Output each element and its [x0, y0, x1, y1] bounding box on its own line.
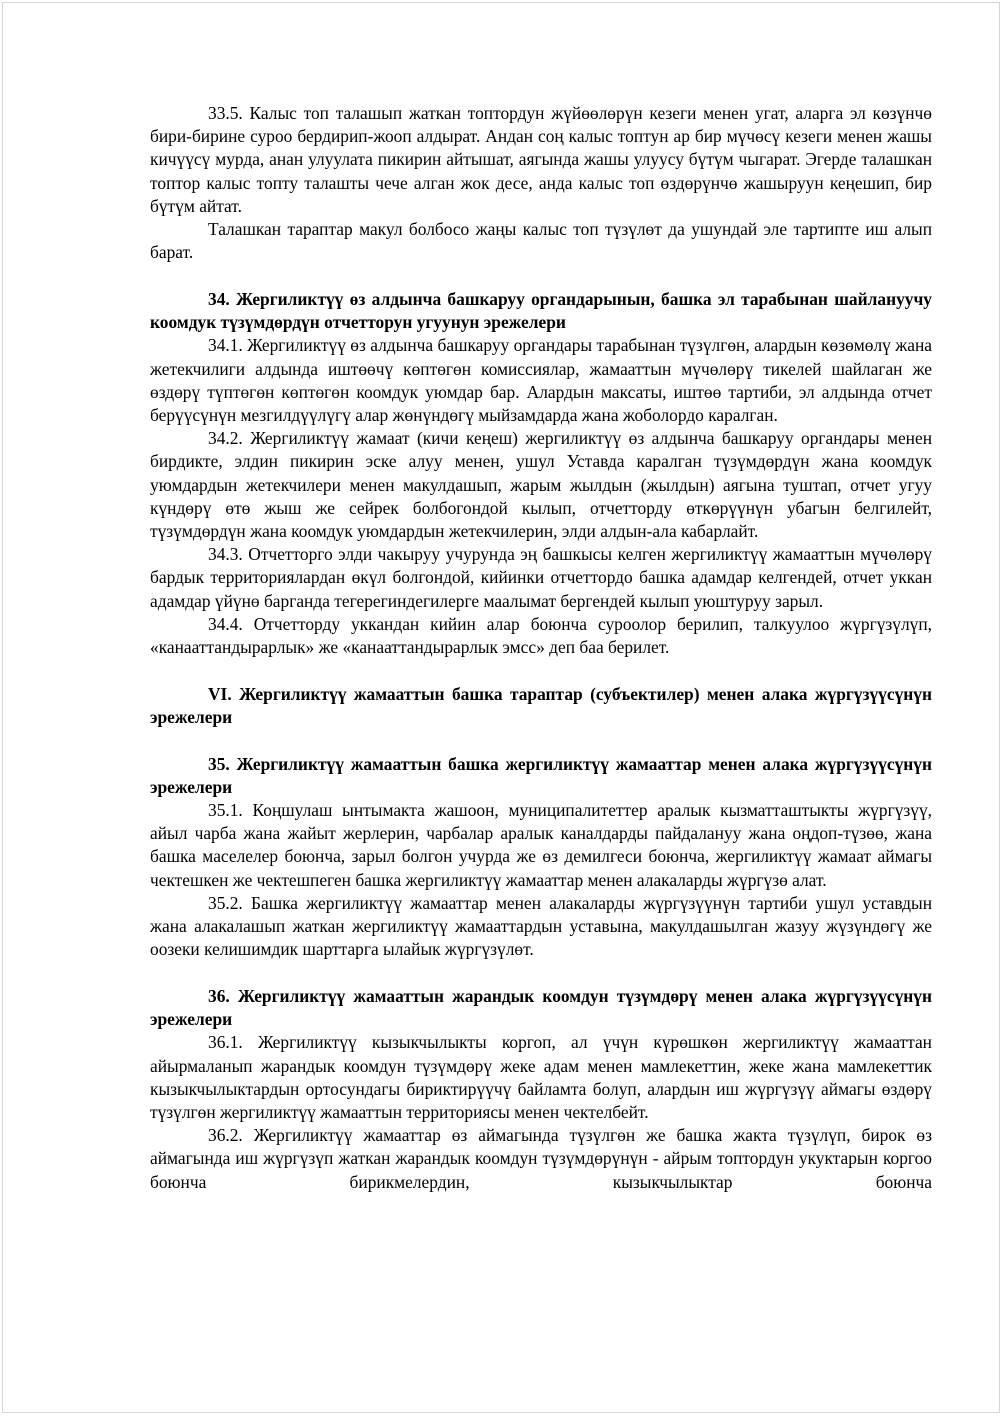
heading-chapter-6: VI. Жергиликтүү жамааттын башка тараптар (субъектилер) менен алака жүргүзүүсүнүн эрежелери [150, 683, 932, 727]
document-body [150, 102, 932, 1194]
heading-section-36: 36. Жергиликтүү жамааттын жарандык коомдун түзүмдөрү менен алака жүргүзүүсүнүн эрежелери [150, 985, 932, 1030]
paragraph-34-3: 34.3. Отчетторго элди чакыруу учурунда эң башкысы келген жергиликтүү жамааттын мүчөлөрү бардык территориялардан өкүл болгондой, кийинки отчеттордо башка адамдар келгендей, отчет уккан адамдар үйүнө барганда тегерегиндегилерге маалымат бергендей кылып уюштуруу зарыл. [150, 544, 932, 611]
paragraph-34-4: 34.4. Отчетторду уккандан кийин алар боюнча суроолор берилип, талкуулоо жүргүзүлүп, «канааттандырарлык» же «канааттандырарлык эмсс» деп баа берилет. [150, 613, 932, 657]
heading-section-35: 35. Жергиликтүү жамааттын башка жергиликтүү жамааттар менен алака жүргүзүүсүнүн эрежелери [150, 753, 932, 797]
paragraph-36-2: 36.2. Жергиликтүү жамааттар өз аймагында түзүлгөн же башка жакта түзүлүп, бирок өз аймагында иш жүргүзүп жаткан жарандык коомдун түзүмдөрүнүн - айрым топтордун укуктарын коргоо боюнча бирикмелердин, кызыкчылыктар боюнча [150, 1125, 932, 1192]
paragraph-35-2: 35.2. Башка жергиликтүү жамааттар менен алакаларды жүргүзүүнүн тартиби ушул уставдын жана алакалашып жаткан жергиликтүү жамааттардын уставына, макулдашылган жазуу жүзүндөгү же оозеки келишимдик шарттарга ылайык жүргүзүлөт. [150, 892, 932, 960]
section-spacer [150, 961, 932, 985]
paragraph-33-5-continuation: Талашкан тараптар макул болбосо жаңы калыс топ түзүлөт да ушундай эле тартипте иш алып барат. [150, 219, 932, 263]
section-spacer [150, 659, 932, 683]
paragraph-33-5: 33.5. Калыс топ талашып жаткан топтордун жүйөөлөрүн кезеги менен угат, аларга эл көзүнчө бири-бирине суроо бердирип-жооп алдырат. Андан соң калыс топтун ар бир мүчөсү кезеги менен жашы кичүүсү мурда, анан улуулата пикирин айтышат, аягында жашы улуусу бүтүм чыгарат. Эгерде талашкан топтор калыс топту талашты чече алган жок десе, анда калыс топ өздөрүнчө жашыруун кеңешип, бир бүтүм айтат. [150, 103, 932, 216]
section-spacer [150, 729, 932, 753]
heading-section-34: 34. Жергиликтүү өз алдынча башкаруу органдарынын, башка эл тарабынан шайлануучу коомдук түзүмдөрдүн отчетторун угуунун эрежелери [150, 288, 932, 333]
paragraph-34-1: 34.1. Жергиликтүү өз алдынча башкаруу органдары тарабынан түзүлгөн, алардын көзөмөлү жана жетекчилиги алдында иштөөчү көптөгөн комиссиялар, жамааттын мүчөлөрү тикелей шайлаган же өздөрү түптөгөн көптөгөн коомдук уюмдар бар. Алардын максаты, иштөө тартиби, эл алдында отчет берүүсүнүн мезгилдүүлүгү алар жөнүндөгү мыйзамдарда жана жоболордо каралган. [150, 335, 932, 425]
paragraph-36-1: 36.1. Жергиликтүү кызыкчылыкты коргоп, ал үчүн күрөшкөн жергиликтүү жамааттан айырмаланып жарандык коомдун түзүмдөрү жеке адам менен мамлекеттин, жеке жана мамлекеттик кызыкчылыктардын ортосундагы бириктирүүчү байламта болуп, алардын иш жүргүзүү аймагы өздөрү түзүлгөн жергиликтүү жамааттын территориясы менен чектелбейт. [150, 1032, 932, 1122]
paragraph-34-2: 34.2. Жергиликтүү жамаат (кичи кеңеш) жергиликтүү өз алдынча башкаруу органдары менен бирдикте, элдин пикирин эске алуу менен, ушул Уставда каралган түзүмдөрдүн жана коомдук уюмдардын жетекчилери менен макулдашып, жарым жылдын (жылдын) аягына туштап, отчет угуу күндөрү өтө жыш же сейрек болбогондой кылып, отчетторду өткөрүүнүн убагын белгилейт, түзүмдөрдүн жана коомдук уюмдардын жетекчилерин, элди алдын-ала кабарлайт. [150, 428, 932, 541]
paragraph-35-1: 35.1. Коңшулаш ынтымакта жашоон, муниципалитеттер аралык кызматташтыкты жүргүзүү, айыл чарба жана жайыт жерлерин, чарбалар аралык каналдарды пайдалануу жана оңдоп-түзөө, жана башка маселелер боюнча, зарыл болгон учурда же өз демилгеси боюнча, жергиликтүү жамаат аймагы чектешкен же чектешпеген башка жергиликтүү жамааттар менен алакаларды жүргүзө алат. [150, 799, 932, 890]
section-spacer [150, 264, 932, 288]
document-page [2, 2, 1000, 1413]
